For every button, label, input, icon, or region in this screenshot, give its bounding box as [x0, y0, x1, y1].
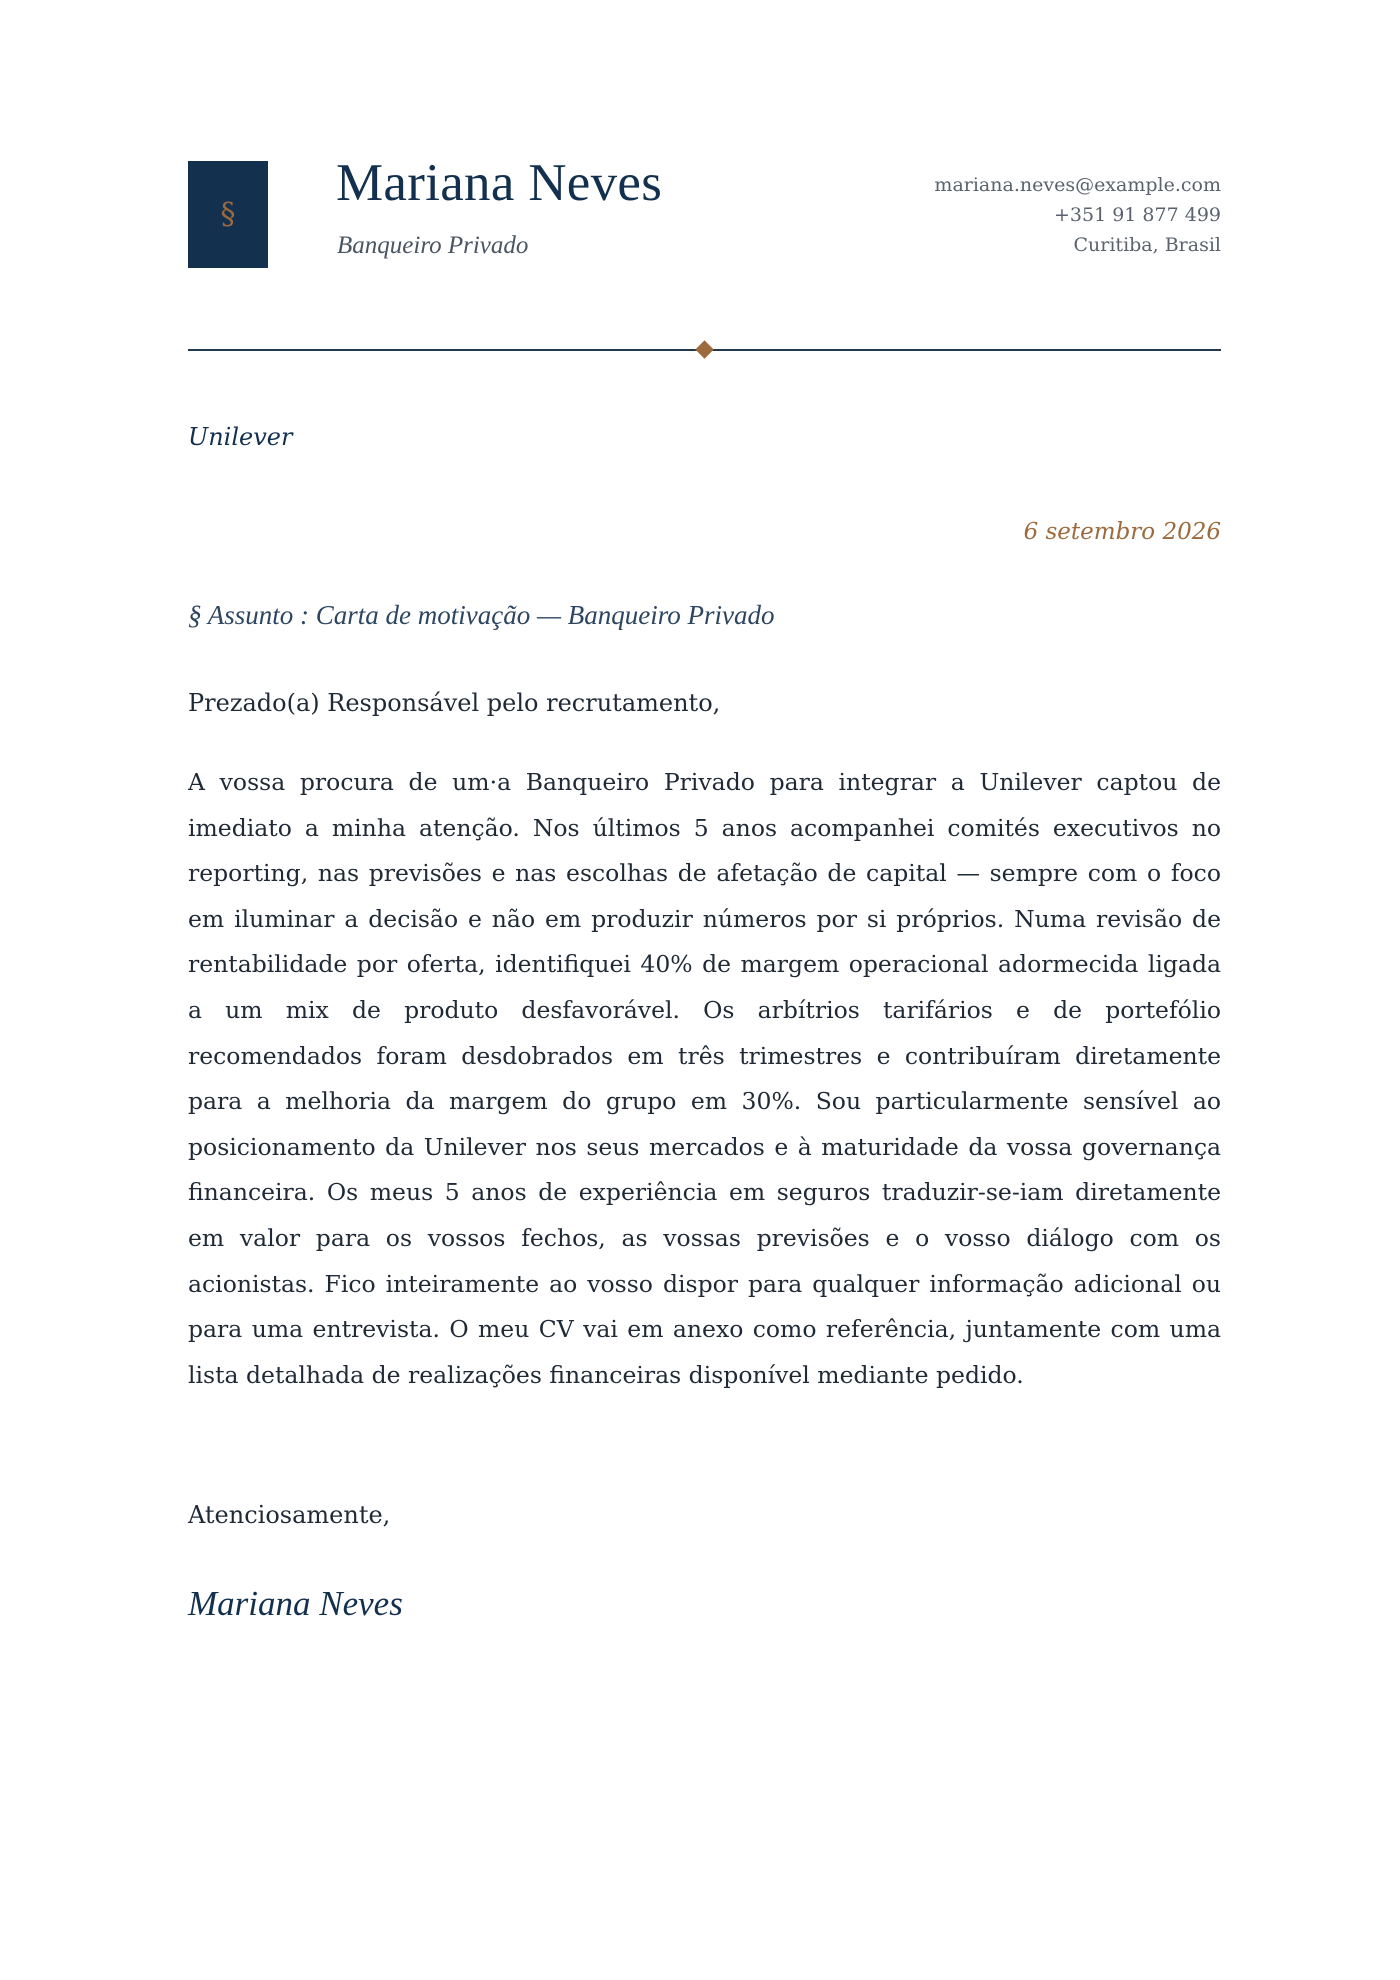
monogram-block: [188, 161, 268, 268]
letter-date: 6 setembro 2026: [1023, 519, 1221, 545]
diamond-ornament-icon: [695, 340, 713, 358]
recipient-company: Unilever: [188, 423, 293, 451]
contact-email: mariana.neves@example.com: [934, 174, 1221, 196]
header-divider: [188, 338, 1221, 362]
contact-phone: +351 91 877 499: [1053, 204, 1221, 226]
letter-salutation: Prezado(a) Responsável pelo recrutamento,: [188, 689, 721, 717]
contact-block: [934, 170, 1221, 260]
letter-subject: § Assunto : Carta de motivação — Banqueiro Privado: [188, 600, 775, 630]
signature: Mariana Neves: [188, 1584, 403, 1623]
letter-body: A vossa procura de um·a Banqueiro Privado para integrar a Unilever captou de imediato a minha atenção. Nos últimos 5 anos acompanhei comités executivos no reporting, nas previsões e nas escolhas de afetação de capital — sempre com o foco em iluminar a decisão e não em produzir números por si próprios. Numa revisão de rentabilidade por oferta, identifiquei 40% de margem operacional adormecida ligada a um mix de produto desfavorável. Os arbítrios tarifários e de portefólio recomendados foram desdobrados em três trimestres e contribuíram diretamente para a melhoria da margem do grupo em 30%. Sou particularmente sensível ao posicionamento da Unilever nos seus mercados e à maturidade da vossa governança financeira. Os meus 5 anos de experiência em seguros traduzir-se-iam diretamente em valor para os vossos fechos, as vossas previsões e o vosso diálogo com os acionistas. Fico inteiramente ao vosso dispor para qualquer informação adicional ou para uma entrevista. O meu CV vai em anexo como referência, juntamente com uma lista detalhada de realizações financeiras disponível mediante pedido.: [188, 768, 1221, 1389]
sender-name: Mariana Neves: [336, 154, 663, 212]
letter-closing: Atenciosamente,: [188, 1501, 391, 1529]
sender-role: Banqueiro Privado: [337, 232, 529, 259]
contact-location: Curitiba, Brasil: [1073, 234, 1221, 256]
section-sign-icon: §: [220, 196, 236, 232]
